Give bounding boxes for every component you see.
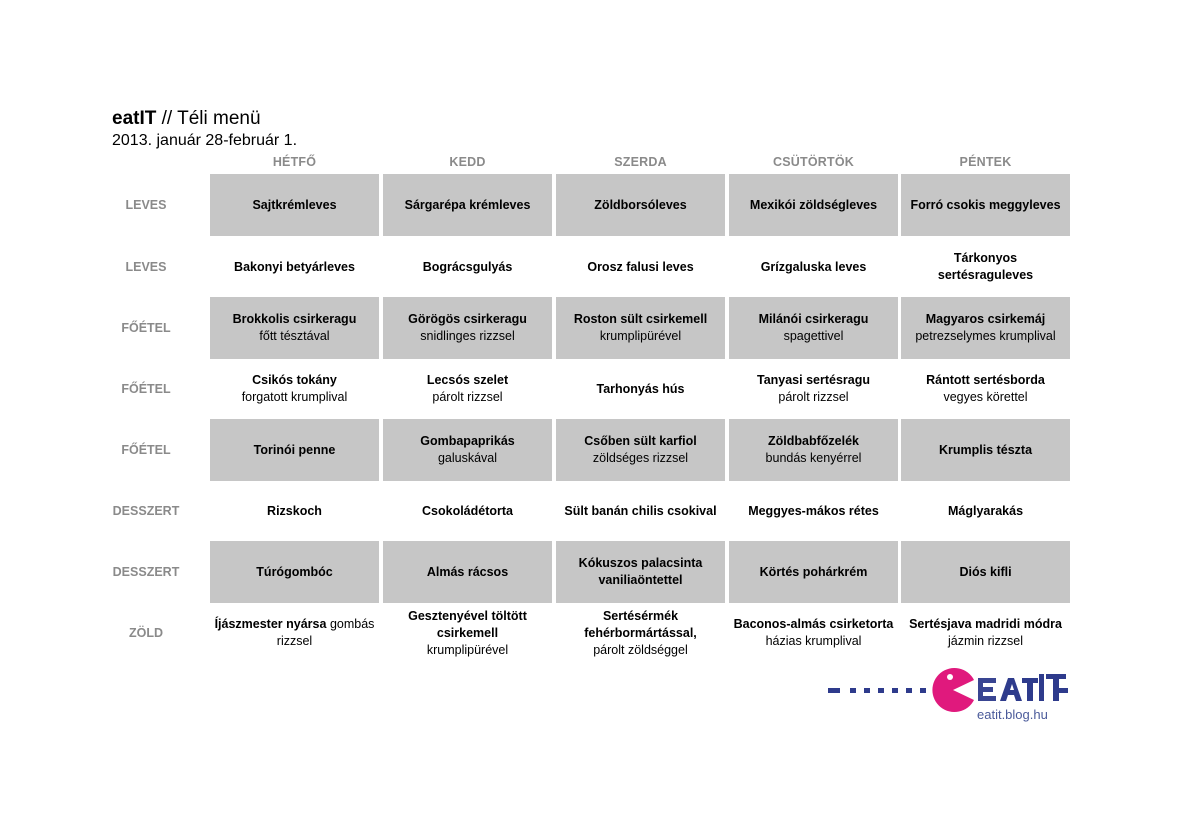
menu-cell bbox=[210, 174, 379, 236]
course-label: FŐÉTEL bbox=[121, 382, 171, 396]
dish-name: Mexikói zöldségleves bbox=[749, 197, 878, 212]
dish-name: Meggyes-mákos rétes bbox=[748, 503, 879, 518]
side-dish: házias krumplival bbox=[765, 634, 862, 648]
menu-cell bbox=[729, 419, 898, 481]
menu-cell bbox=[383, 602, 552, 664]
dish-name: Bográcsgulyás bbox=[422, 259, 513, 274]
dish-name: Kókuszos palacsinta vaniliaöntettel bbox=[578, 556, 703, 587]
day-header: HÉTFŐ bbox=[272, 155, 317, 169]
title-text: // Téli menü bbox=[156, 108, 261, 129]
dish-name: Rántott sertésborda bbox=[926, 373, 1045, 387]
dish-name: Sárgarépa krémleves bbox=[404, 197, 531, 212]
dish-name: Csokoládétorta bbox=[422, 503, 513, 518]
dish-name: Túrógombóc bbox=[256, 564, 333, 579]
menu-title bbox=[112, 108, 261, 130]
dish-name: Görögös csirkeragu bbox=[408, 312, 527, 326]
course-label: LEVES bbox=[125, 198, 167, 212]
blog-url: eatit.blog.hu bbox=[977, 707, 1048, 722]
dish-name: Milánói csirkeragu bbox=[758, 312, 869, 326]
menu-cell bbox=[556, 174, 725, 236]
dish-name: Baconos-almás csirketorta bbox=[733, 617, 894, 631]
menu-cell bbox=[729, 541, 898, 603]
dish-name: Bakonyi betyárleves bbox=[234, 259, 355, 274]
dish-name: Rizskoch bbox=[267, 503, 322, 518]
dish-name: Forró csokis meggyleves bbox=[910, 197, 1061, 212]
side-dish: jázmin rizzsel bbox=[947, 634, 1023, 648]
course-label: FŐÉTEL bbox=[121, 443, 171, 457]
side-dish: bundás kenyérrel bbox=[765, 451, 862, 465]
menu-cell bbox=[383, 480, 552, 542]
menu-cell bbox=[556, 236, 725, 298]
menu-cell bbox=[210, 480, 379, 542]
dish-name: Grízgaluska leves bbox=[760, 259, 867, 274]
menu-cell bbox=[383, 236, 552, 298]
menu-cell bbox=[556, 297, 725, 359]
menu-cell bbox=[383, 358, 552, 420]
side-dish: spagettivel bbox=[783, 329, 844, 343]
dish-name: Sajtkrémleves bbox=[252, 197, 337, 212]
menu-cell bbox=[901, 541, 1070, 603]
course-label: LEVES bbox=[125, 260, 167, 274]
side-dish: párolt rizzsel bbox=[432, 390, 503, 404]
menu-cell bbox=[901, 358, 1070, 420]
side-dish: petrezselymes krumplival bbox=[915, 329, 1056, 343]
dish-name: Íjászmester nyársa bbox=[214, 617, 327, 631]
menu-cell bbox=[901, 297, 1070, 359]
menu-cell bbox=[383, 419, 552, 481]
dish-name: Sertésérmék fehérbormártással, bbox=[584, 608, 697, 640]
dish-name: Csőben sült karfiol bbox=[584, 434, 697, 448]
menu-cell bbox=[210, 297, 379, 359]
side-dish: párolt rizzsel bbox=[778, 390, 849, 404]
menu-cell bbox=[901, 236, 1070, 298]
menu-cell bbox=[556, 419, 725, 481]
dish-name: Orosz falusi leves bbox=[587, 259, 694, 274]
menu-date: 2013. január 28-február 1. bbox=[112, 132, 298, 149]
dish-name: Máglyarakás bbox=[947, 503, 1024, 518]
menu-cell bbox=[729, 480, 898, 542]
side-dish: krumplipürével bbox=[426, 642, 509, 657]
dish-name: Körtés pohárkrém bbox=[759, 564, 868, 579]
menu-cell bbox=[729, 297, 898, 359]
dish-name: Gesztenyével töltött csirkemell bbox=[408, 608, 527, 640]
menu-cell bbox=[729, 174, 898, 236]
dish-name: Tarhonyás hús bbox=[596, 381, 685, 396]
side-dish: vegyes körettel bbox=[943, 390, 1028, 404]
dish-name: Torinói penne bbox=[253, 442, 336, 457]
side-dish: galuskával bbox=[437, 451, 498, 465]
menu-cell bbox=[383, 297, 552, 359]
menu-cell bbox=[729, 236, 898, 298]
menu-cell bbox=[729, 358, 898, 420]
dish-name: Gombapaprikás bbox=[420, 434, 515, 448]
side-dish: forgatott krumplival bbox=[241, 390, 348, 404]
side-dish: krumplipürével bbox=[599, 329, 682, 343]
menu-cell bbox=[210, 602, 379, 664]
dish-name: Tanyasi sertésragu bbox=[756, 373, 871, 387]
menu-cell bbox=[210, 541, 379, 603]
day-header: KEDD bbox=[449, 155, 486, 169]
menu-cell bbox=[556, 358, 725, 420]
menu-cell bbox=[210, 419, 379, 481]
dish-name: Zöldborsóleves bbox=[594, 197, 687, 212]
side-dish: zöldséges rizzsel bbox=[592, 451, 689, 465]
dish-name: Lecsós szelet bbox=[426, 373, 509, 387]
day-header: SZERDA bbox=[614, 155, 667, 169]
day-header: PÉNTEK bbox=[959, 155, 1012, 169]
side-dish: gombás rizzsel bbox=[276, 617, 375, 648]
menu-cell bbox=[556, 602, 725, 664]
menu-cell bbox=[383, 541, 552, 603]
side-dish: párolt zöldséggel bbox=[593, 642, 688, 657]
course-label: FŐÉTEL bbox=[121, 321, 171, 335]
side-dish: snidlinges rizzsel bbox=[420, 329, 515, 343]
logo-letters bbox=[978, 674, 1066, 701]
menu-cell bbox=[729, 602, 898, 664]
menu-cell bbox=[901, 602, 1070, 664]
dish-name: Krumplis tészta bbox=[938, 442, 1033, 457]
menu-cell bbox=[901, 174, 1070, 236]
dish-name: Brokkolis csirkeragu bbox=[232, 312, 357, 326]
dish-name: Tárkonyos sertésraguleves bbox=[937, 251, 1034, 282]
brand-name: eatIT bbox=[112, 108, 157, 129]
menu-cell bbox=[901, 480, 1070, 542]
course-label: DESSZERT bbox=[112, 504, 180, 518]
pacman-icon bbox=[932, 668, 974, 712]
dish-name: Zöldbabfőzelék bbox=[768, 434, 859, 448]
menu-cell bbox=[210, 236, 379, 298]
menu-cell bbox=[210, 358, 379, 420]
course-label: ZÖLD bbox=[128, 626, 164, 640]
day-header: CSÜTÖRTÖK bbox=[773, 155, 854, 169]
dish-name: Csikós tokány bbox=[252, 373, 337, 387]
menu-cell bbox=[383, 174, 552, 236]
dish-name: Sertésjava madridi módra bbox=[909, 617, 1062, 631]
menu-cell bbox=[556, 541, 725, 603]
dish-name: Roston sült csirkemell bbox=[573, 312, 708, 326]
dish-name: Almás rácsos bbox=[426, 564, 509, 579]
side-dish: főtt tésztával bbox=[259, 329, 330, 343]
menu-cell bbox=[556, 480, 725, 542]
dish-name: Magyaros csirkemáj bbox=[925, 312, 1046, 326]
course-label: DESSZERT bbox=[112, 565, 180, 579]
dish-name: Sült banán chilis csokival bbox=[564, 503, 717, 518]
menu-cell bbox=[901, 419, 1070, 481]
dish-name: Diós kifli bbox=[959, 564, 1012, 579]
